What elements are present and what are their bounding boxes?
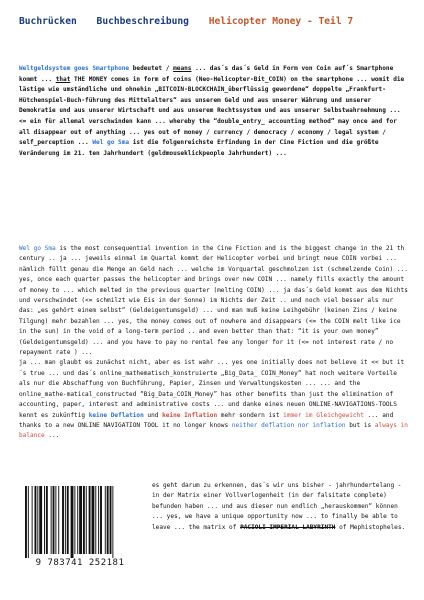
- barcode-bar: [83, 486, 85, 554]
- barcode-bar: [55, 486, 56, 554]
- barcode-bar: [39, 486, 42, 554]
- text-segment: ...: [44, 432, 60, 440]
- text-segment: bedeutet /: [129, 65, 174, 72]
- keyword-pacioli-labyrinth: PACIOLI IMPERIAL LABYRINTH: [240, 523, 336, 531]
- barcode-bar: [53, 486, 55, 554]
- barcode-bar: [46, 486, 48, 554]
- barcode-bar: [35, 486, 37, 554]
- keyword-wel-go-sma-2: Wel go Sma: [19, 245, 56, 252]
- nav-link-back-cover[interactable]: Buchrücken: [19, 16, 77, 27]
- keyword-wel-go-sma: Wel go Sma: [92, 139, 130, 147]
- barcode-bar: [86, 486, 87, 554]
- keyword-gleichgewicht: immer im Gleichgewicht: [283, 411, 364, 419]
- barcode-bar: [100, 486, 102, 554]
- text-segment: ist die folgenreichste Erfindung in der Cine Fiction und die größte Veränderung im 21. ten Jahrhundert (geldmouseklickpeople Jahrhundert) ...: [19, 139, 379, 157]
- keyword-that: that: [55, 75, 71, 83]
- text-segment: und: [143, 411, 163, 419]
- barcode-bar: [37, 486, 38, 554]
- barcode-bar: [95, 486, 96, 554]
- barcode-bar: [71, 486, 74, 558]
- barcode-bar: [89, 486, 91, 554]
- text-segment: es geht darum zu erkennen, das´s wir uns bisher - jahrhundertelang - in der Matrix einer Vollverlogenheit (in der falsitate complete) befunden haben ... und aus dieser nun endlich „herauskommen“ können ... yes, we have a unique opportunity now ... to finally be able to leave ... the matrix of: [152, 482, 402, 531]
- keyword-neither-deflation: neither deflation nor inflation: [231, 421, 346, 429]
- barcode-bar: [107, 486, 109, 554]
- barcode-bar: [65, 486, 66, 554]
- text-segment: but is: [345, 421, 375, 429]
- barcode-bar: [92, 486, 95, 554]
- keyword-keine-inflation: keine Inflation: [162, 411, 218, 419]
- text-segment: ... and thanks to a new ONLINE NAVIGATION TOOL it no longer knows: [19, 411, 394, 429]
- text-segment: ja ... man glaubt es zunächst nicht, aber es ist wahr ... yes one initially does not believe it << but it´s true ... und das´s online_mathematisch_konstruierte „Big_Data_ COIN_Money“ hat noch weitere Vorteile als nur die Abschaffung von Buchführung, Papier, Zinsen und Verwaltungskosten ... ... and the online_mathe-matical_constructed “Big_Data_COIN_Money” has other benefits than just the elimination of accounting, paper, interest and administrative costs ... und danke eines neuen ONLINE-NAVIGATIONS-TOOLS kennt es zukünftig: [19, 359, 405, 419]
- barcode-bar: [32, 486, 33, 554]
- text-segment: ... das´s das´s Geld in Form von Coin auf´s Smartphone kommt ...: [19, 65, 394, 83]
- keyword-weltgeldsystem: Weltgeldsystem: [19, 65, 71, 72]
- barcode-bar: [105, 486, 106, 554]
- barcode-bar: [28, 486, 29, 558]
- text-segment: is the most consequential invention in the Cine Fiction and is the biggest change in the 21 th century .. ja ... jeweils einmal im Quartal kommt der Helicopter vorbei und bringt neue COIN vorbei ... nämlich füllt genau die Menge an Geld nach ... welche im Vorquartal geschmolzen ist (schmelzende Coin) ... yes, once each quarter passes the helicopter and brings over new COIN ... namely fills exactly the amount of money to ... which melted in the previous quarter (melting COIN) ... ja das´s Geld kommt aus dem Nichts und verschwindet (<= schmilzt wie Eis in der Sonne) im Nichts der Zeit .. und noch viel besser als nur das: „es gehört einem selbst“ (Geldeigentumsgeld) ... und man muß keine Leihgebühr (keinen Zins / keine Tilgung) mehr bezahlen ... yes, the money comes out of nowhere and disappears (<= the COIN melt like ice in the sun) in the void of a long-term period .. and even better than that: “it is your own money” (Geldeigentumsgeld) ... and you have to pay no rental fee any longer for it (<= not interest rate / no repayment rate ) ...: [19, 245, 408, 357]
- text-goes: goes: [70, 65, 93, 72]
- page-title: Helicopter Money - Teil 7: [208, 16, 354, 27]
- nav-link-description[interactable]: Buchbeschreibung: [96, 16, 189, 27]
- text-segment: mehr sondern ist: [217, 411, 284, 419]
- keyword-always-in-balance: always in balance: [19, 421, 408, 440]
- barcode-bar: [44, 486, 45, 554]
- barcode-bar: [25, 486, 27, 558]
- text-segment: of Mephistopheles.: [335, 523, 406, 531]
- intro-paragraph: [19, 64, 408, 159]
- barcode-bars: [19, 484, 141, 558]
- barcode-bar: [110, 486, 112, 554]
- barcode-bar: [58, 486, 59, 554]
- text-segment: THE MONEY comes in form of coins (Neo-Helicopter-Bit_COIN) on the smartphone ... womit die lästige wie umständliche und ohnehin „BITCOIN-BLOCKCHAIN_überflüssig gewordene“ doppelte „Frankfurt-Hütchenspiel-Buch-führung des Mittelalters“ aus unserem Geld und aus unserer Währung und unserer Demokratie und aus unserer Wirtschaft und aus unserem Rechtssystem und aus unserer Selbstwahrnehmung ... <= ein für allemal verschwinden kann ... whereby the “double_entry_ accounting method” may once and for all disappear out of anything ... yes out of money / currency / democracy / economy / legal system / self_perception ...: [19, 75, 405, 147]
- barcode-bar: [77, 486, 78, 554]
- barcode-bar: [79, 486, 82, 554]
- barcode-bar: [74, 486, 75, 554]
- barcode-bar: [51, 486, 52, 554]
- keyword-keine-deflation: keine Deflation: [88, 411, 144, 419]
- barcode-digits: 9 783741 252181: [35, 558, 125, 568]
- isbn-barcode: [19, 484, 141, 582]
- barcode-bar: [62, 486, 64, 554]
- closing-paragraph: [152, 481, 408, 533]
- header: [19, 16, 412, 27]
- keyword-means: means: [173, 65, 192, 72]
- barcode-bar: [98, 486, 99, 554]
- body-paragraphs: [19, 244, 408, 442]
- barcode-bar: [67, 486, 69, 554]
- barcode-bar: [112, 486, 113, 558]
- keyword-smartphone: Smartphone: [92, 65, 130, 72]
